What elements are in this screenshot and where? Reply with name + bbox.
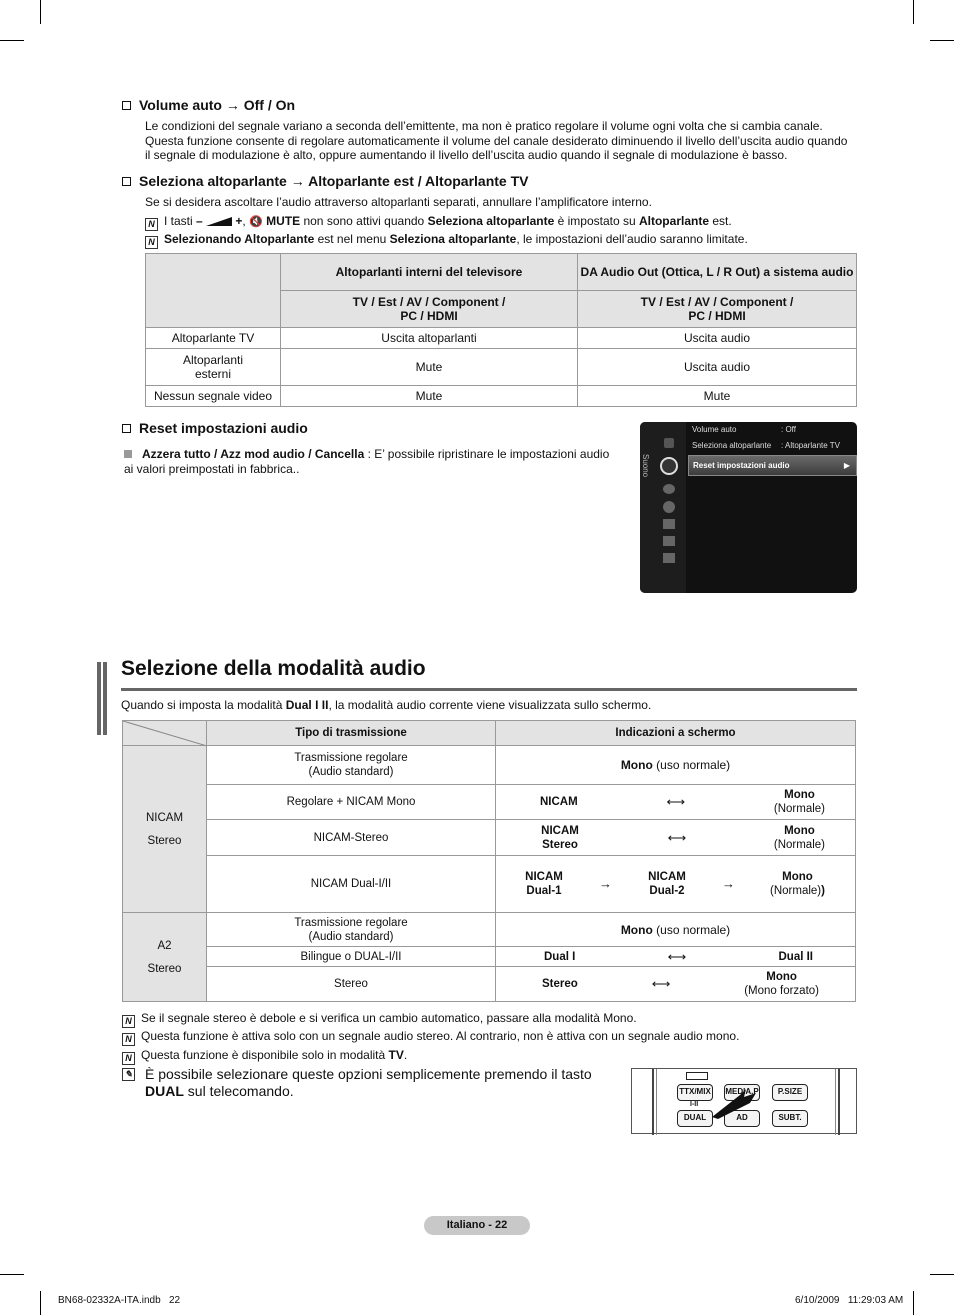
section-speaker-body: Se si desidera ascoltare l’audio attraverso altoparlanti separati, annullare l’amplificatore interno. — [145, 195, 652, 209]
footer-file: BN68-02332A-ITA.indb 22 — [58, 1295, 181, 1306]
ttx-mix-button[interactable]: TTX/MIX — [677, 1084, 713, 1101]
pointer-arrow-icon — [710, 1089, 760, 1119]
dual-label: I-II — [690, 1101, 699, 1108]
speaker-output-table — [145, 253, 857, 407]
section-reset-title: Reset impostazioni audio — [122, 420, 308, 436]
crop-mark — [0, 40, 24, 41]
note-speaker-1: N I tasti – +, 🔇 MUTE non sono attivi quando Seleziona altoparlante è impostato su Altoparlante est. — [145, 214, 732, 231]
nicam-group-cell: NICAM Stereo — [123, 746, 207, 913]
checkbox-square-icon — [122, 101, 131, 110]
section-reset-body: Azzera tutto / Azz mod audio / Cancella : E’ possibile ripristinare le impostazioni audio ai valori preimpostati in fabbrica.. — [124, 447, 610, 476]
menu-item-selected[interactable]: Reset impostazioni audio ▶ — [688, 455, 857, 476]
arrow-right-icon: → — [722, 876, 735, 891]
a2-group-cell: A2 Stereo — [123, 913, 207, 1002]
checkbox-square-icon — [122, 424, 131, 433]
menu-item-name[interactable]: Volume auto — [692, 425, 737, 434]
note-3: N Questa funzione è disponibile solo in modalità TV. — [122, 1048, 407, 1065]
note-icon: N — [122, 1015, 135, 1028]
footer-date: 6/10/2009 11:29:03 AM — [795, 1295, 904, 1306]
sound-icon — [660, 457, 678, 475]
picture-icon — [664, 438, 674, 448]
intro-text: Quando si imposta la modalità Dual I II, la modalità audio corrente viene visualizzata sullo schermo. — [121, 698, 652, 712]
note-icon: N — [122, 1033, 135, 1046]
ad-button[interactable]: AD — [724, 1110, 760, 1127]
double-arrow-icon: ⟷ — [651, 976, 671, 991]
bullet-square-icon — [124, 450, 132, 458]
note-icon: N — [145, 236, 158, 249]
volume-bar-icon — [206, 217, 232, 226]
menu-item-name[interactable]: Seleziona altoparlante — [692, 441, 772, 450]
table-row: A2 Stereo Trasmissione regolare (Audio standard) Mono (uso normale) — [123, 913, 856, 947]
table-subheader: TV / Est / AV / Component / PC / HDMI — [281, 291, 578, 328]
menu-item-value: : Off — [781, 425, 796, 434]
remote-edge-line — [652, 1069, 654, 1135]
application-icon — [663, 536, 675, 546]
crop-mark — [40, 1291, 41, 1315]
table-row: Stereo Stereo ⟷ Mono (Mono forzato) — [123, 967, 856, 1002]
note-icon: N — [122, 1052, 135, 1065]
note-1: N Se il segnale stereo è debole e si verifica un cambio automatico, passare alla modalità Mono. — [122, 1011, 637, 1028]
table-row: Altoparlanti esterni Mute Uscita audio — [146, 349, 857, 386]
table-row: NICAM Stereo Trasmissione regolare (Audio standard) Mono (uso normale) — [123, 746, 856, 785]
table-row: NICAM-Stereo NICAM Stereo ⟷ Mono (Normale) — [123, 820, 856, 856]
diagonal-line — [123, 721, 207, 746]
note-2: N Questa funzione è attiva solo con un segnale audio stereo. Al contrario, non è attiva con un segnale audio mono. — [122, 1029, 739, 1046]
double-arrow-icon: ⟷ — [667, 829, 687, 845]
dual-button[interactable]: DUAL — [677, 1110, 713, 1127]
setup-gear-icon — [663, 501, 675, 513]
table-header: Tipo di trasmissione — [207, 721, 496, 746]
subt-button[interactable]: SUBT. — [772, 1110, 808, 1127]
note-4: ✎ È possibile selezionare queste opzioni semplicemente premendo il tasto DUAL sul telecomando. — [122, 1066, 632, 1100]
crop-mark — [40, 0, 41, 24]
table-header: DA Audio Out (Ottica, L / R Out) a sistema audio — [578, 254, 857, 291]
section-speaker-title: Seleziona altoparlante → Altoparlante est / Altoparlante TV — [122, 173, 529, 189]
remote-edge-line — [656, 1069, 657, 1135]
ttx-small-icon — [686, 1072, 708, 1080]
crop-mark — [0, 1274, 24, 1275]
media-p-button[interactable]: MEDIA.P — [724, 1084, 760, 1101]
crop-mark — [930, 40, 954, 41]
table-row: Regolare + NICAM Mono NICAM ⟷ Mono (Normale) — [123, 785, 856, 820]
table-corner-cell — [123, 721, 207, 746]
support-icon — [663, 553, 675, 563]
note-icon: N — [145, 218, 158, 231]
table-row: Bilingue o DUAL-I/II Dual I ⟷ Dual II — [123, 947, 856, 967]
menu-side-label: Suono — [641, 454, 650, 478]
remote-edge-line — [838, 1069, 840, 1135]
table-header: Indicazioni a schermo — [496, 721, 856, 746]
table-subheader: TV / Est / AV / Component / PC / HDMI — [578, 291, 857, 328]
double-arrow-icon: ⟷ — [667, 948, 687, 964]
channel-icon — [663, 484, 675, 494]
crop-mark — [930, 1274, 954, 1275]
input-icon — [663, 519, 675, 529]
table-header: Altoparlanti interni del televisore — [281, 254, 578, 291]
heading-bar — [97, 662, 101, 735]
p-size-button[interactable]: P.SIZE — [772, 1084, 808, 1101]
sound-menu-screen — [640, 422, 857, 593]
audio-mode-table — [122, 720, 856, 1002]
double-arrow-icon: ⟷ — [666, 794, 686, 809]
checkbox-square-icon — [122, 177, 131, 186]
arrow-right-icon: → — [599, 876, 612, 891]
table-row: Nessun segnale video Mute Mute — [146, 386, 857, 407]
crop-mark — [913, 1291, 914, 1315]
mute-icon: 🔇 — [249, 216, 263, 228]
table-row: NICAM Dual-I/II NICAM Dual-1 → NICAM Dual-2 → Mono (Normale)) — [123, 856, 856, 913]
title-underline — [121, 688, 857, 691]
section-volume-auto-body: Le condizioni del segnale variano a seconda dell’emittente, ma non è pratico regolare il volume ogni volta che si cambia canale. Questa funzione consente di regolare automaticamente il volume del canale desiderato diminuendo il livello dell’uscita audio quando il segnale di modulazione è alto, oppure aumentando il livello dell’uscita audio quando il segnale di modulazione è basso. — [145, 119, 848, 162]
crop-mark — [913, 0, 914, 24]
menu-item-value: : Altoparlante TV — [781, 441, 840, 450]
heading-bar — [103, 662, 107, 735]
table-corner-cell — [146, 254, 281, 328]
section-volume-auto-title: Volume auto → Off / On — [122, 97, 295, 113]
page-number-badge: Italiano - 22 — [424, 1216, 530, 1235]
page-title: Selezione della modalità audio — [121, 657, 426, 680]
remote-note-icon: ✎ — [122, 1068, 135, 1081]
remote-edge-line — [835, 1069, 836, 1135]
arrow-right-icon: ▶ — [843, 461, 850, 470]
note-speaker-2: N Selezionando Altoparlante est nel menu Seleziona altoparlante, le impostazioni dell’audio saranno limitate. — [145, 232, 748, 249]
remote-illustration — [631, 1068, 857, 1134]
table-row: Altoparlante TV Uscita altoparlanti Uscita audio — [146, 328, 857, 349]
